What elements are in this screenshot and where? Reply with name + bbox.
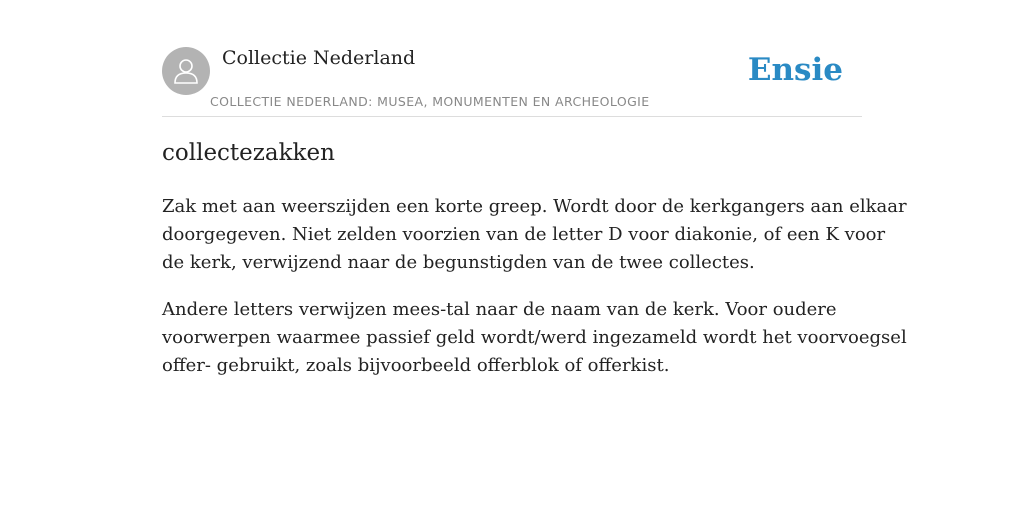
user-icon xyxy=(174,57,198,85)
paragraph-line: Andere letters verwijzen mees-tal naar de naam van de kerk. Voor oudere xyxy=(162,299,837,320)
paragraph xyxy=(162,296,907,380)
entry-header xyxy=(162,40,862,117)
entry-title: collectezakken xyxy=(162,140,335,166)
entry-body xyxy=(162,193,907,399)
paragraph-line: de kerk, verwijzend naar de begunstigden van de twee collectes. xyxy=(162,252,755,273)
paragraph-line: offer- gebruikt, zoals bijvoorbeeld offerblok of offerkist. xyxy=(162,355,670,376)
avatar[interactable] xyxy=(162,47,210,95)
ensie-logo[interactable]: Ensie xyxy=(747,52,843,88)
paragraph-line: voorwerpen waarmee passief geld wordt/werd ingezameld wordt het voorvoegsel xyxy=(162,327,907,348)
author-name[interactable]: Collectie Nederland xyxy=(222,47,416,69)
source-label[interactable]: COLLECTIE NEDERLAND: MUSEA, MONUMENTEN EN ARCHEOLOGIE xyxy=(210,94,650,109)
paragraph-line: doorgegeven. Niet zelden voorzien van de letter D voor diakonie, of een K voor xyxy=(162,224,886,245)
paragraph-line: Zak met aan weerszijden een korte greep. Wordt door de kerkgangers aan elkaar xyxy=(162,196,907,217)
paragraph xyxy=(162,193,907,277)
